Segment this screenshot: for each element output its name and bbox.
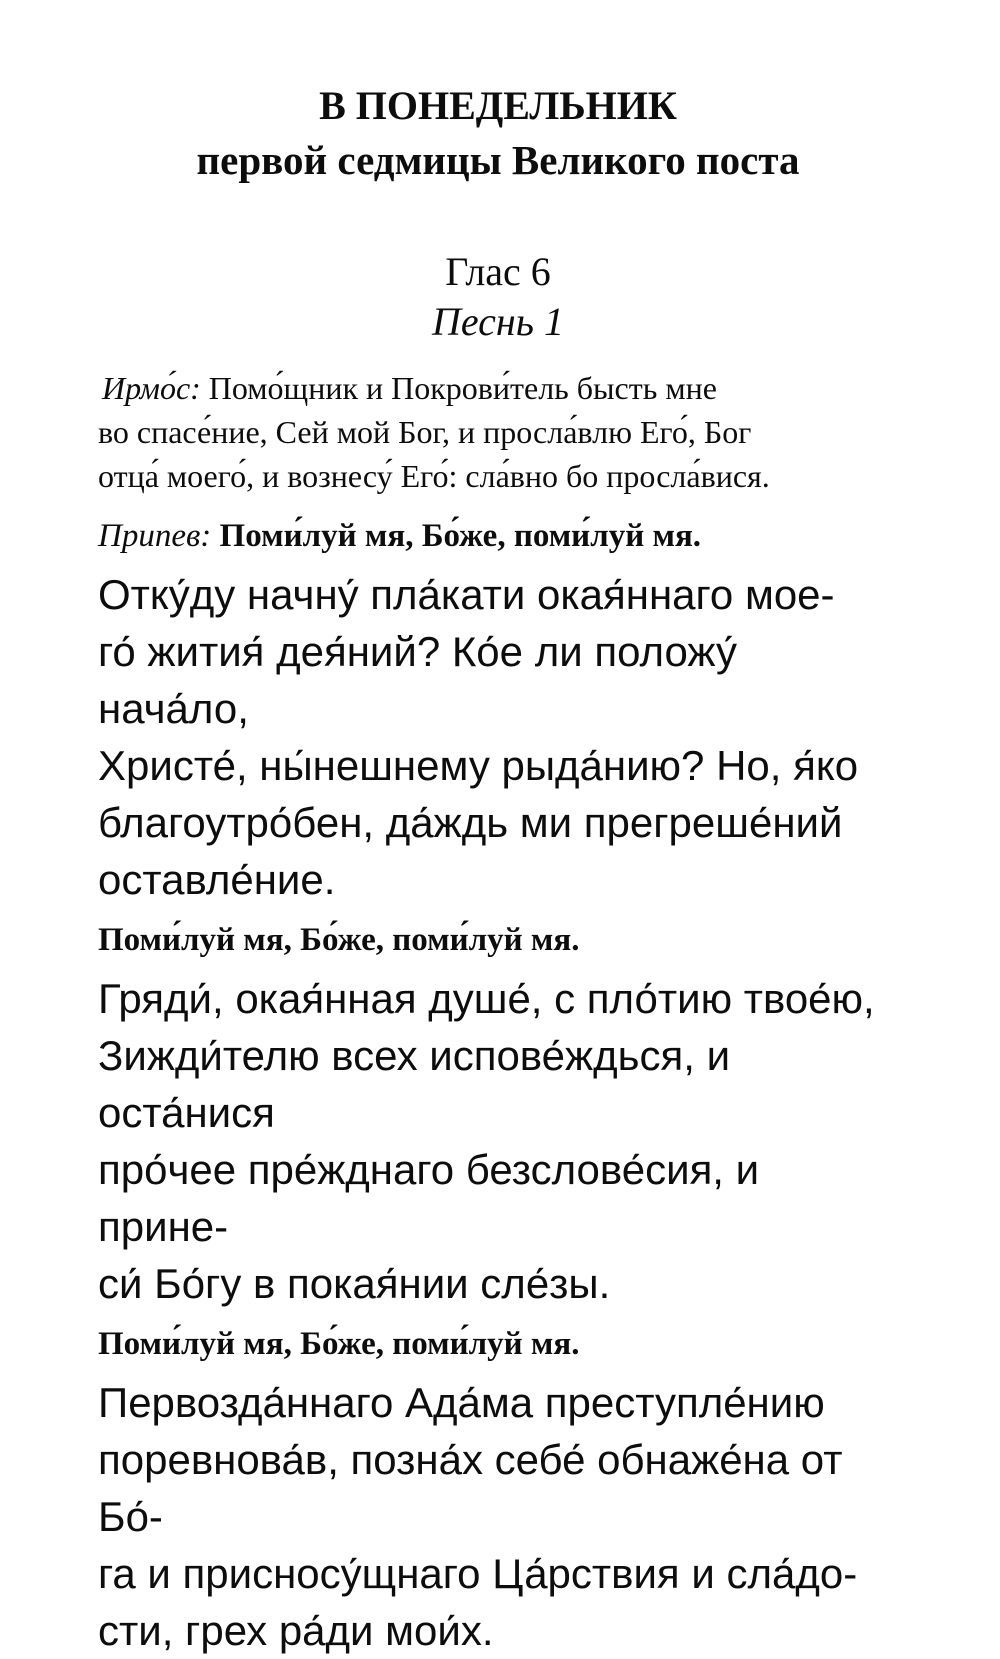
verse-line: га и присносу́щнаго Ца́рствия и сла́до- — [98, 1550, 858, 1597]
irmos-line: во спасе́ние, Сей мой Бог, и просла́влю Его́, Бог — [98, 414, 752, 450]
verse-line: оставле́ние. — [98, 856, 336, 903]
pesn-heading: Песнь 1 — [432, 299, 564, 344]
irmos-line — [98, 366, 898, 410]
verse-line: си́ Бо́гу в покая́нии сле́зы. — [98, 1260, 611, 1307]
refrain-2: Поми́луй мя, Бо́же, поми́луй мя. — [98, 922, 580, 958]
verse-line: Зижди́телю всех испове́ждься, и оста́нися — [98, 1032, 731, 1136]
irmos-line-text: Помо́щник и Покрови́тель бысть мне — [208, 370, 717, 406]
title-line-2: первой седмицы Великого поста — [196, 137, 800, 183]
verse-line: поревнова́в, позна́х себе́ обнаже́на от Бо́- — [98, 1436, 843, 1540]
verse-line: сти, грех ра́ди мои́х. — [98, 1607, 494, 1654]
verse-line: го́ жития́ дея́ний? Ко́е ли положу́ нача́ло, — [98, 628, 737, 732]
document-page — [98, 80, 898, 1659]
troparion-2 — [98, 970, 898, 1312]
verse-line: Гряди́, окая́нная душе́, с пло́тию твое́ю, — [98, 975, 875, 1022]
refrain-3: Поми́луй мя, Бо́же, поми́луй мя. — [98, 1326, 580, 1362]
verse-line: благоутро́бен, да́ждь ми прегреше́ний — [98, 799, 843, 846]
glas-heading: Глас 6 — [445, 249, 551, 294]
irmos-paragraph — [98, 366, 898, 498]
troparion-3 — [98, 1374, 898, 1659]
verse-line: про́чее пре́жднаго безслове́сия, и прине- — [98, 1146, 760, 1250]
irmos-line: отца́ моего́, и вознесу́ Его́: сла́вно бо просла́вися. — [98, 458, 770, 494]
title-line-1: В ПОНЕДЕЛЬНИК — [319, 83, 677, 128]
verse-line: Христе́, ны́нешнему рыда́нию? Но, я́ко — [98, 742, 859, 789]
pripev — [98, 514, 898, 558]
irmos-label: Ирмо́с: — [102, 370, 201, 406]
pripev-label: Припев: — [98, 518, 212, 554]
page-title — [98, 80, 898, 188]
pripev-text: Поми́луй мя, Бо́же, поми́луй мя. — [219, 518, 702, 554]
verse-line: Отку́ду начну́ пла́кати окая́ннаго мое- — [98, 571, 835, 618]
verse-line: Первозда́ннаго Ада́ма преступле́нию — [98, 1379, 825, 1426]
troparion-1 — [98, 566, 898, 908]
